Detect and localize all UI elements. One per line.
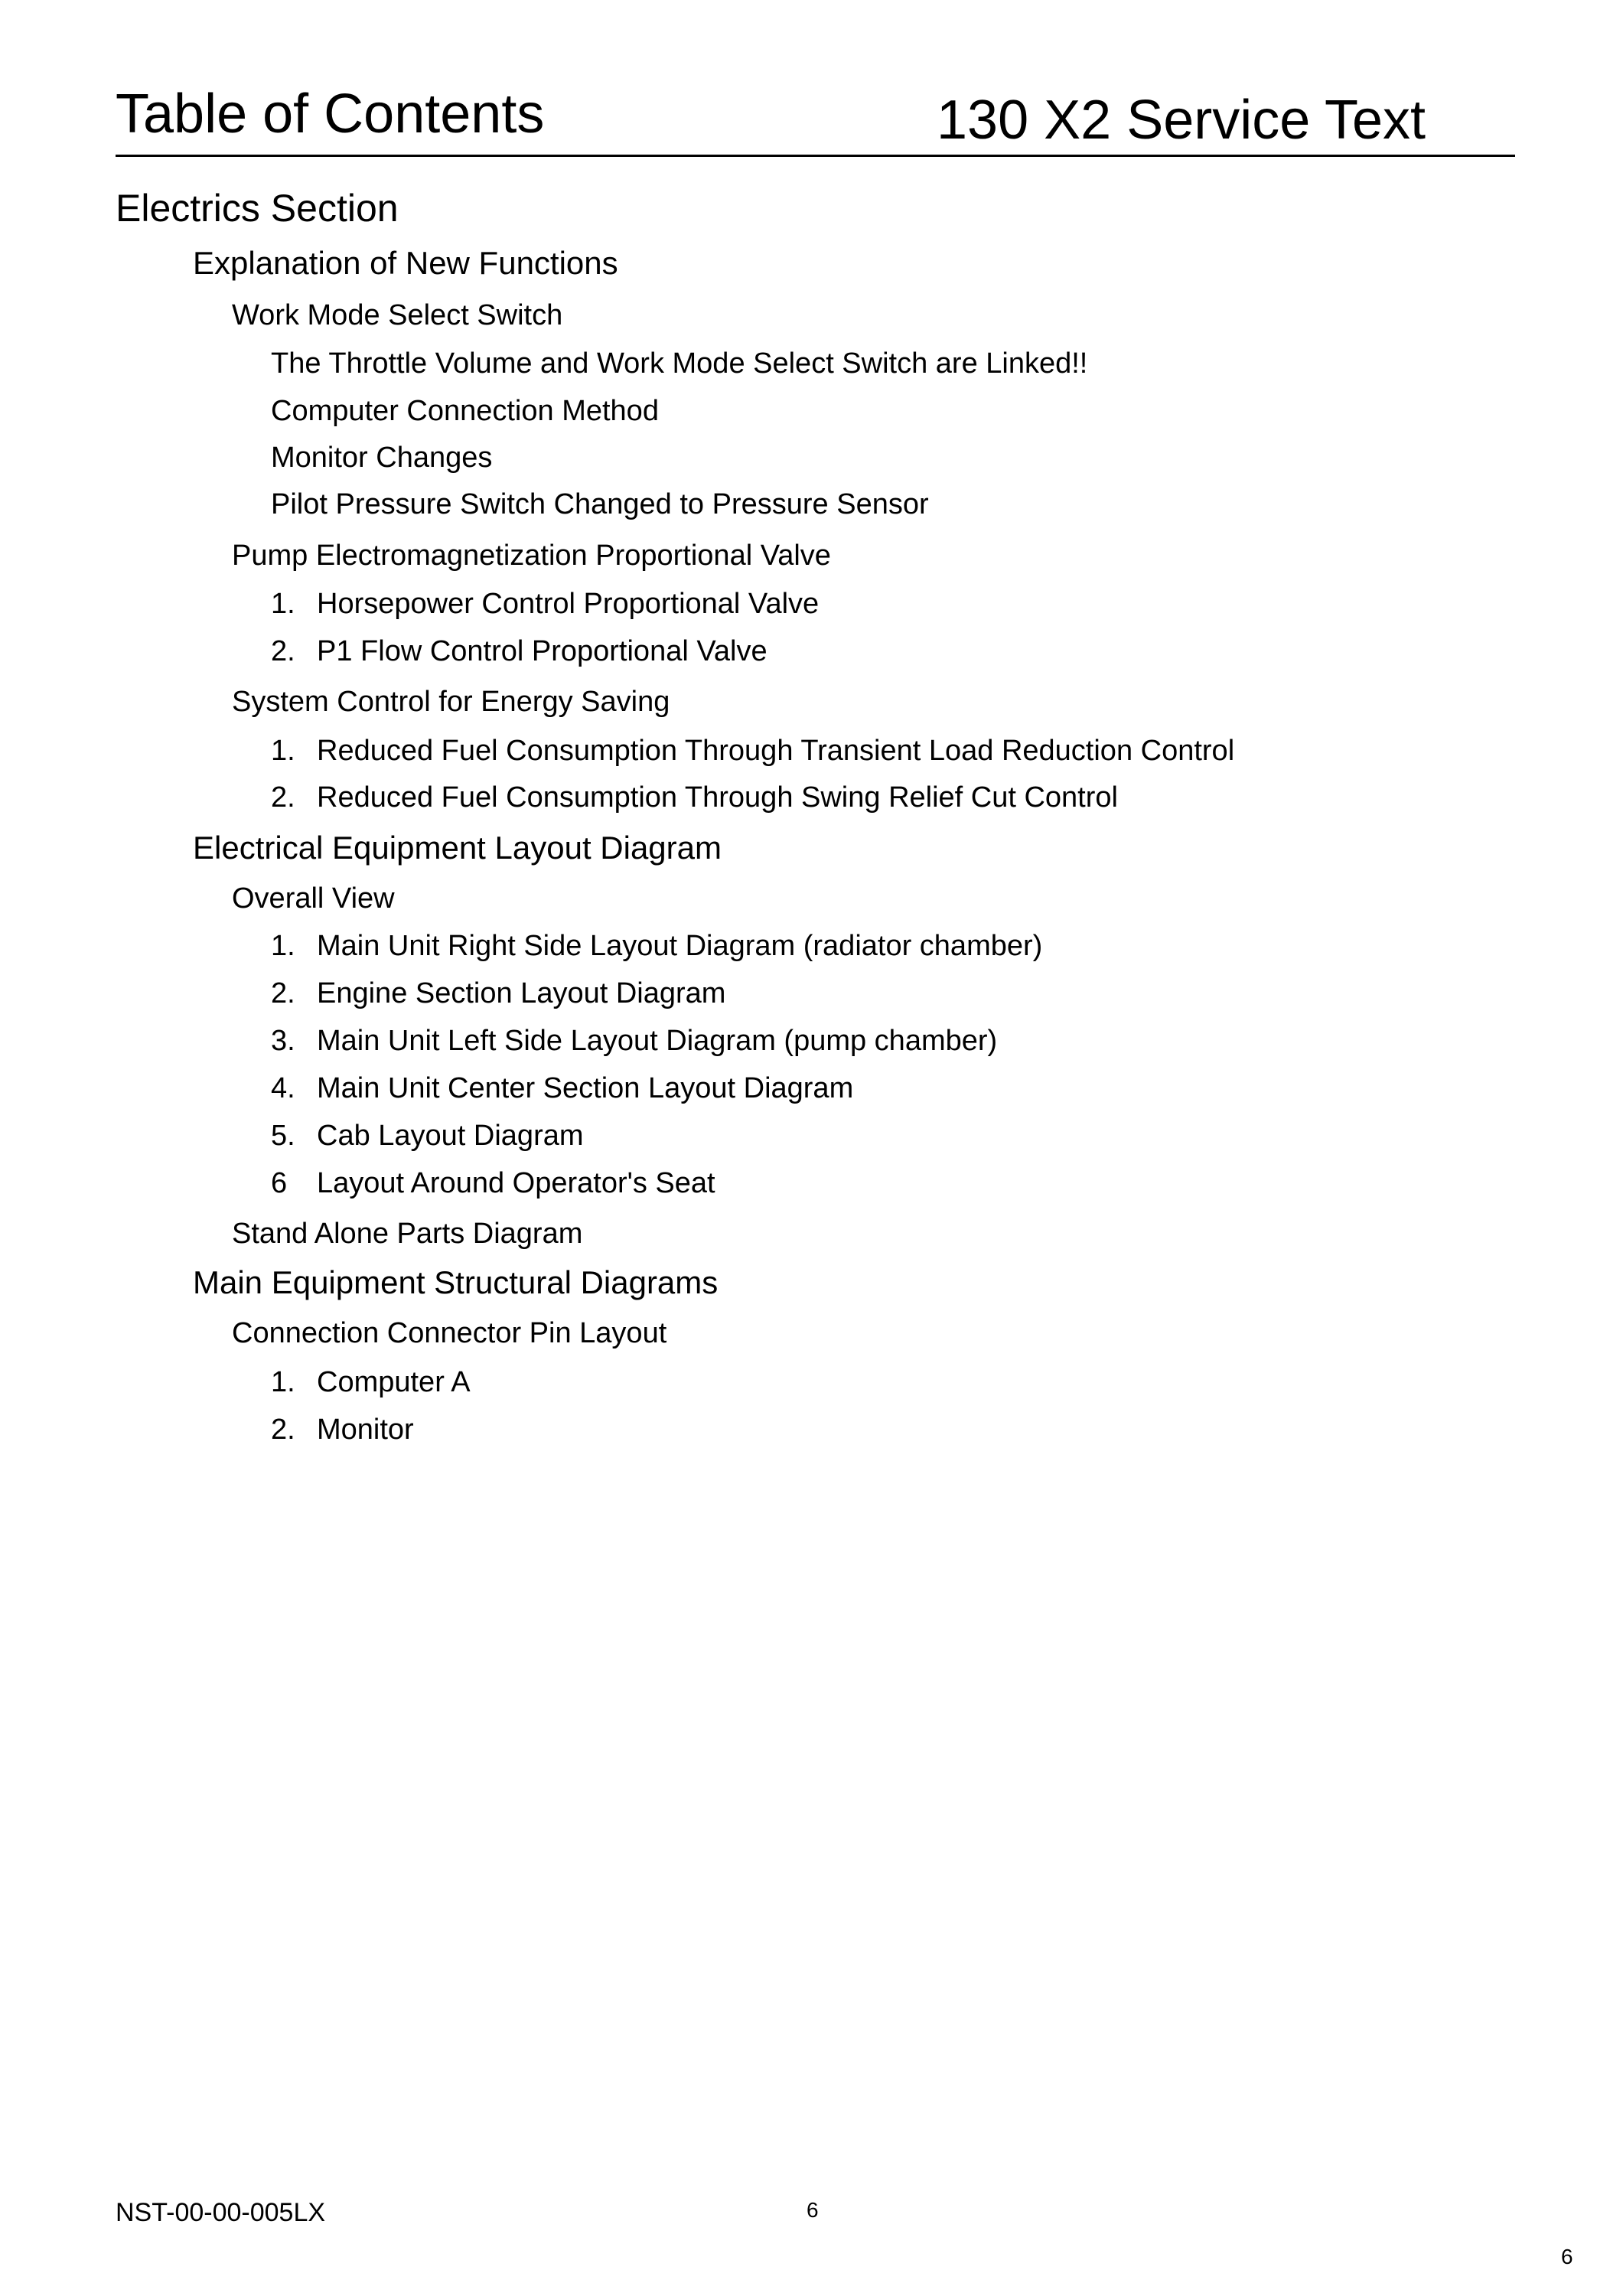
toc-entry-text: System Control for Energy Saving	[232, 686, 670, 718]
toc-entry-level-3	[232, 1215, 582, 1252]
footer-page-number: 6	[807, 2198, 819, 2222]
toc-entry-text: Reduced Fuel Consumption Through Swing Relief Cut Control	[317, 781, 1118, 814]
toc-entry-level-4	[271, 732, 1234, 769]
toc-entry-level-4	[271, 1165, 715, 1202]
toc-entry-level-3	[232, 1315, 666, 1352]
toc-entry-number: 1.	[271, 588, 295, 620]
toc-entry-level-4	[271, 393, 659, 429]
toc-entry-text: Electrics Section	[116, 187, 399, 230]
toc-entry-text: Main Unit Center Section Layout Diagram	[317, 1072, 854, 1104]
toc-entry-level-1	[116, 185, 399, 231]
corner-page-number: 6	[1561, 2245, 1573, 2268]
toc-entry-level-3	[232, 683, 670, 720]
toc-entry-level-4	[271, 779, 1118, 816]
toc-entry-level-4	[271, 975, 725, 1012]
toc-entry-number: 4.	[271, 1072, 295, 1104]
toc-entry-text: Engine Section Layout Diagram	[317, 977, 726, 1009]
toc-entry-number: 1.	[271, 930, 295, 962]
toc-entry-level-4	[271, 1364, 471, 1401]
toc-entry-text: Reduced Fuel Consumption Through Transient Load Reduction Control	[317, 735, 1235, 767]
toc-entry-number: 1.	[271, 1366, 295, 1398]
toc-entry-level-2	[193, 828, 722, 868]
toc-entry-level-3	[232, 297, 562, 334]
toc-entry-text: Monitor Changes	[271, 442, 493, 474]
toc-entry-text: Electrical Equipment Layout Diagram	[193, 830, 722, 866]
toc-entry-level-4	[271, 585, 819, 622]
toc-entry-level-3	[232, 537, 831, 574]
toc-entry-text: Pump Electromagnetization Proportional Valve	[232, 540, 831, 572]
page-title: Table of Contents	[116, 83, 545, 145]
toc-entry-text: Layout Around Operator's Seat	[317, 1167, 715, 1199]
toc-entry-level-2	[193, 243, 618, 283]
toc-entry-level-3	[232, 880, 395, 917]
toc-entry-text: Pilot Pressure Switch Changed to Pressure Sensor	[271, 488, 929, 520]
toc-entry-level-4	[271, 439, 492, 476]
page-header	[116, 77, 1515, 157]
toc-entry-text: Main Unit Right Side Layout Diagram (radiator chamber)	[317, 930, 1043, 962]
toc-entry-level-4	[271, 345, 1087, 382]
toc-entry-level-4	[271, 1117, 584, 1154]
toc-entry-text: Explanation of New Functions	[193, 245, 618, 281]
toc-entry-text: Connection Connector Pin Layout	[232, 1317, 667, 1349]
toc-entry-number: 6	[271, 1167, 288, 1199]
toc-entry-text: Stand Alone Parts Diagram	[232, 1218, 583, 1250]
toc-entry-number: 3.	[271, 1025, 295, 1057]
toc-entry-text: Main Equipment Structural Diagrams	[193, 1264, 719, 1300]
toc-entry-number: 2.	[271, 635, 295, 667]
toc-entry-text: Main Unit Left Side Layout Diagram (pump chamber)	[317, 1025, 998, 1057]
toc-entry-text: Horsepower Control Proportional Valve	[317, 588, 820, 620]
toc-entry-level-2	[193, 1263, 718, 1303]
toc-entry-number: 5.	[271, 1120, 295, 1152]
toc-entry-text: P1 Flow Control Proportional Valve	[317, 635, 768, 667]
document-title: 130 X2 Service Text	[937, 90, 1426, 151]
toc-entry-level-4	[271, 928, 1042, 964]
toc-entry-number: 2.	[271, 1414, 295, 1446]
toc-entry-level-4	[271, 1070, 853, 1107]
toc-entry-text: Computer Connection Method	[271, 395, 659, 427]
toc-entry-text: Monitor	[317, 1414, 414, 1446]
toc-entry-level-4	[271, 1411, 414, 1448]
toc-entry-level-4	[271, 633, 768, 670]
toc-entry-text: The Throttle Volume and Work Mode Select Switch are Linked!!	[271, 347, 1088, 380]
toc-entry-text: Cab Layout Diagram	[317, 1120, 584, 1152]
toc-entry-text: Overall View	[232, 882, 395, 915]
toc-entry-number: 2.	[271, 977, 295, 1009]
toc-entry-number: 2.	[271, 781, 295, 814]
footer-doc-code: NST-00-00-005LX	[116, 2198, 326, 2227]
toc-entry-level-4	[271, 1022, 997, 1059]
toc-entry-text: Computer A	[317, 1366, 471, 1398]
toc-entry-level-4	[271, 486, 929, 523]
toc-entry-text: Work Mode Select Switch	[232, 299, 563, 331]
toc-entry-number: 1.	[271, 735, 295, 767]
